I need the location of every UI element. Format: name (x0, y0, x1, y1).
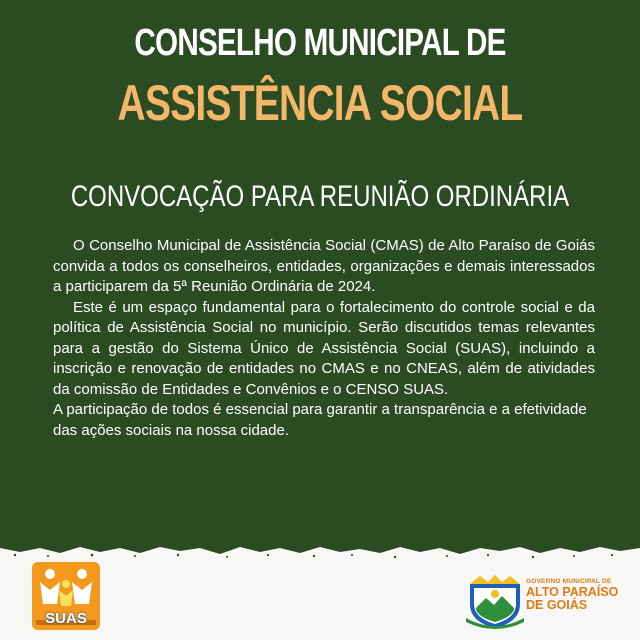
gov-logo-line-1: GOVERNO MUNICIPAL DE (526, 578, 612, 585)
paragraph-1: O Conselho Municipal de Assistência Social (CMAS) de Alto Paraíso de Goiás convida a todos os conselheiros, entidades, organizações e demais interessados a participarem da 5ª Reunião Ordinária de 2024. (53, 237, 595, 295)
announcement-text (53, 236, 595, 441)
title-line-1: CONSELHO MUNICIPAL DE (134, 22, 506, 64)
paragraph-3: A participação de todos é essencial para garantir a transparência e a efetividade das ações sociais na nossa cidade. (53, 401, 587, 439)
footer (0, 542, 640, 640)
suas-logo-text: SUAS (45, 610, 87, 627)
paragraph-2: Este é um espaço fundamental para o fortalecimento do controle social e da política de Assistência Social no município. Serão discutidos temas relevantes para a gestão do Sistema Único de Assistência Social (SUAS), incluindo a inscrição e renovação de entidades no CMAS e no CNEAS, além de atividades da comissão de Entidades e Convênios e o CENSO SUAS. (53, 298, 595, 398)
municipal-government-logo (466, 574, 626, 630)
suas-logo (30, 560, 102, 632)
title-line-2: ASSISTÊNCIA SOCIAL (117, 75, 523, 131)
municipal-crest-icon (466, 574, 524, 630)
rough-edge-divider (0, 542, 640, 560)
municipal-logo-text (526, 578, 626, 612)
subtitle: CONVOCAÇÃO PARA REUNIÃO ORDINÁRIA (70, 180, 570, 213)
gov-logo-line-2: ALTO PARAÍSO (526, 585, 619, 599)
gov-logo-line-3: DE GOIÁS (526, 598, 588, 612)
